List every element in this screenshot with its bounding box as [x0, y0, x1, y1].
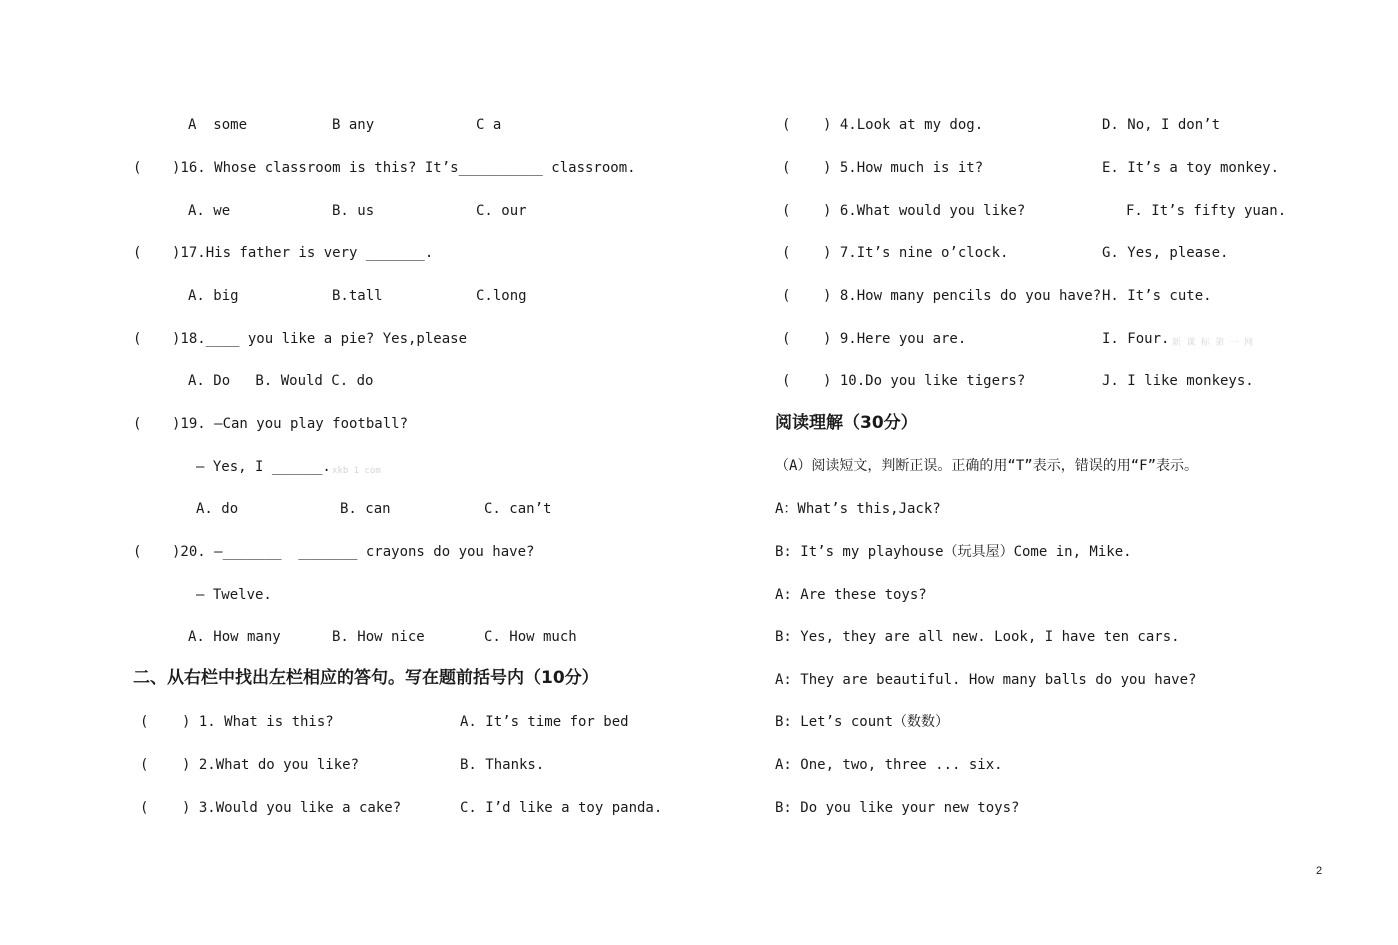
q18-question: )18.____ you like a pie? Yes,please [172, 331, 468, 347]
match-7-question: ) 7.It’s nine o’clock. [823, 245, 1009, 261]
match-6-question: ) 6.What would you like? [823, 203, 1026, 219]
q19-option-b: B. can [340, 501, 391, 517]
match-10-bracket: ( [782, 373, 791, 389]
match-1-bracket: ( [140, 714, 149, 730]
dialogue-line: B: Let’s count（数数） [775, 714, 950, 730]
q17-bracket: ( [133, 245, 142, 261]
q19-option-a: A. do [196, 501, 239, 517]
match-answer-c: C. I’d like a toy panda. [460, 800, 663, 816]
q16-option-c: C. our [476, 203, 527, 219]
match-4-bracket: ( [782, 117, 791, 133]
reading-heading: 阅读理解（30分） [775, 413, 918, 433]
reading-instruction: （A）阅读短文，判断正误。正确的用“T”表示，错误的用“F”表示。 [775, 458, 1198, 474]
match-8-question: ) 8.How many pencils do you have? [823, 288, 1102, 304]
match-answer-d: D. No, I don’t [1102, 117, 1221, 133]
match-5-bracket: ( [782, 160, 791, 176]
dialogue-line: B: Yes, they are all new. Look, I have ten cars. [775, 629, 1180, 645]
q20-option-a: A. How many [188, 629, 281, 645]
match-3-bracket: ( [140, 800, 149, 816]
q20-answer-line: — Twelve. [196, 587, 272, 603]
q19-answer-line: — Yes, I ______. [196, 459, 331, 475]
q16-question: )16. Whose classroom is this? It’s__________ classroom. [172, 160, 636, 176]
q15-option-b: B any [332, 117, 375, 133]
match-9-bracket: ( [782, 331, 791, 347]
match-answer-g: G. Yes, please. [1102, 245, 1229, 261]
q20-bracket: ( [133, 544, 142, 560]
match-10-question: ) 10.Do you like tigers? [823, 373, 1026, 389]
q15-option-c: C a [476, 117, 502, 133]
q17-option-a: A. big [188, 288, 239, 304]
section-2-heading: 二、从右栏中找出左栏相应的答句。写在题前括号内（10分） [133, 668, 599, 688]
q18-options: A. Do B. Would C. do [188, 373, 374, 389]
match-6-bracket: ( [782, 203, 791, 219]
match-8-bracket: ( [782, 288, 791, 304]
q20-option-c: C. How much [484, 629, 577, 645]
match-answer-b: B. Thanks. [460, 757, 545, 773]
q19-option-c: C. can’t [484, 501, 552, 517]
match-5-question: ) 5.How much is it? [823, 160, 984, 176]
q16-option-b: B. us [332, 203, 375, 219]
match-2-bracket: ( [140, 757, 149, 773]
match-answer-a: A. It’s time for bed [460, 714, 629, 730]
q17-option-c: C.long [476, 288, 527, 304]
dialogue-line: B: It’s my playhouse（玩具屋）Come in, Mike. [775, 544, 1132, 560]
match-answer-e: E. It’s a toy monkey. [1102, 160, 1280, 176]
page-number: 2 [1316, 865, 1323, 877]
match-9-question: ) 9.Here you are. [823, 331, 967, 347]
match-3-question: ) 3.Would you like a cake? [182, 800, 402, 816]
dialogue-line: B: Do you like your new toys? [775, 800, 1020, 816]
dialogue-line: A: Are these toys? [775, 587, 927, 603]
q19-question: )19. —Can you play football? [172, 416, 409, 432]
match-4-question: ) 4.Look at my dog. [823, 117, 984, 133]
q15-option-a: A some [188, 117, 248, 133]
watermark: 新 课 标 第 一 网 [1172, 338, 1254, 348]
q20-question: )20. —_______ _______ crayons do you have? [172, 544, 535, 560]
match-answer-h: H. It’s cute. [1102, 288, 1212, 304]
match-answer-i: I. Four. [1102, 331, 1170, 347]
dialogue-line: A: They are beautiful. How many balls do you have? [775, 672, 1197, 688]
q18-bracket: ( [133, 331, 142, 347]
dialogue-line: A: One, two, three ... six. [775, 757, 1003, 773]
watermark: xkb 1 com [332, 466, 381, 476]
q20-option-b: B. How nice [332, 629, 425, 645]
q16-bracket: ( [133, 160, 142, 176]
match-2-question: ) 2.What do you like? [182, 757, 360, 773]
match-1-question: ) 1. What is this? [182, 714, 334, 730]
match-answer-f: F. It’s fifty yuan. [1126, 203, 1287, 219]
dialogue-line: A：What’s this,Jack? [775, 501, 941, 517]
q19-bracket: ( [133, 416, 142, 432]
match-7-bracket: ( [782, 245, 791, 261]
q17-question: )17.His father is very _______. [172, 245, 434, 261]
q17-option-b: B.tall [332, 288, 383, 304]
q16-option-a: A. we [188, 203, 231, 219]
match-answer-j: J. I like monkeys. [1102, 373, 1254, 389]
